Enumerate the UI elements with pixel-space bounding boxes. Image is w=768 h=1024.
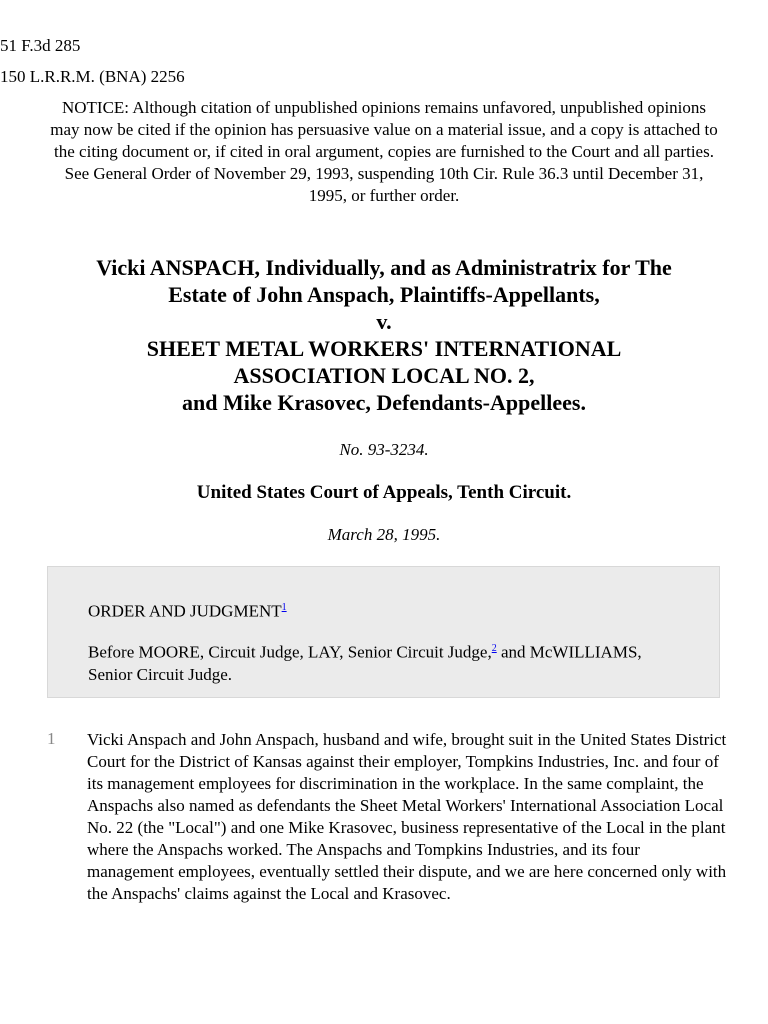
caption-line-defendant-1: SHEET METAL WORKERS' INTERNATIONAL bbox=[146, 336, 622, 361]
citation-reporter: 51 F.3d 285 bbox=[0, 36, 81, 55]
unpublished-notice: NOTICE: Although citation of unpublished opinions remains unfavored, unpublished opinions may now be cited if the opinion has persuasive value on a material issue, and a copy is attached to the citing document or, if cited in oral argument, copies are furnished to the Court and all parties. See General Order of November 29, 1993, suspending 10th Cir. Rule 36.3 until December 31, 1995, or further order. bbox=[50, 98, 718, 205]
decision-date: March 28, 1995. bbox=[327, 525, 441, 544]
order-panel-box bbox=[47, 566, 720, 698]
caption-line-plaintiff-2: Estate of John Anspach, Plaintiffs-Appellants, bbox=[168, 282, 600, 307]
order-heading-text: ORDER AND JUDGMENT bbox=[88, 601, 282, 621]
caption-line-defendant-3: and Mike Krasovec, Defendants-Appellees. bbox=[182, 390, 586, 415]
caption-line-plaintiff-1: Vicki ANSPACH, Individually, and as Administratrix for The bbox=[96, 255, 672, 280]
court-name: United States Court of Appeals, Tenth Circuit. bbox=[196, 482, 572, 503]
judge-panel-text-2: and McWILLIAMS, Senior Circuit Judge. bbox=[88, 642, 642, 684]
paragraph-number: 1 bbox=[47, 729, 56, 748]
footnote-link-2[interactable]: 2 bbox=[491, 643, 497, 654]
footnote-link-1[interactable]: 1 bbox=[281, 602, 287, 613]
caption-line-defendant-2: ASSOCIATION LOCAL NO. 2, bbox=[233, 363, 535, 388]
paragraph-text: Vicki Anspach and John Anspach, husband and wife, brought suit in the United States District Court for the District of Kansas against their employer, Tompkins Industries, Inc. and four of its management employees for discrimination in the workplace. In the same complaint, the Anspachs also named as defendants the Sheet Metal Workers' International Association Local No. 22 (the "Local") and one Mike Krasovec, business representative of the Local in the plant where the Anspachs worked. The Anspachs and Tompkins Industries, and its four management employees, eventually settled their dispute, and we are here concerned only with the Anspachs' claims against the Local and Krasovec. bbox=[87, 730, 727, 903]
caption-versus: v. bbox=[376, 309, 392, 334]
citation-lrrm: 150 L.R.R.M. (BNA) 2256 bbox=[0, 67, 185, 86]
docket-number: No. 93-3234. bbox=[339, 440, 429, 459]
judge-panel-text-1: Before MOORE, Circuit Judge, LAY, Senior Circuit Judge, bbox=[88, 642, 492, 662]
case-caption bbox=[30, 254, 738, 416]
judge-panel bbox=[88, 636, 688, 686]
order-heading bbox=[88, 595, 287, 623]
